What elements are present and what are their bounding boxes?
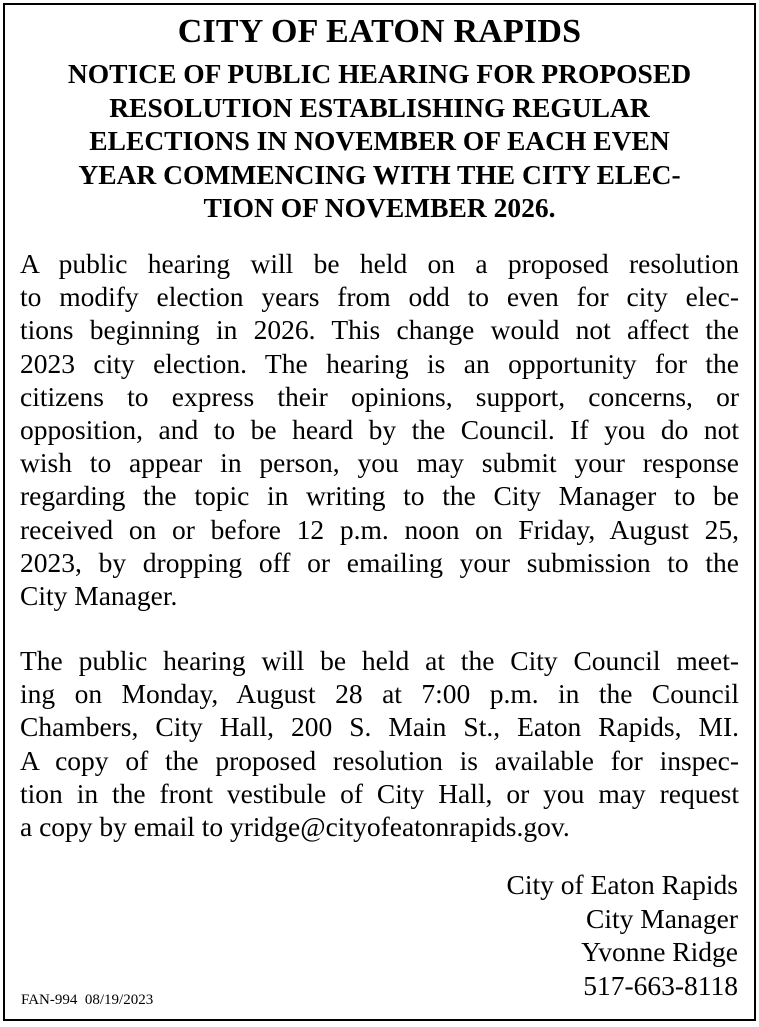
subtitle-line: ELECTIONS IN NOVEMBER OF EACH EVEN — [89, 125, 670, 156]
paragraph-line: 2023, by dropping off or emailing your submission to the — [20, 546, 739, 578]
paragraph-line: A copy of the proposed resolution is available for inspec- — [20, 744, 739, 776]
hearing-details-paragraph — [20, 644, 739, 843]
paragraph-line: The public hearing will be held at the City Council meet- — [20, 645, 739, 676]
signature-block — [507, 868, 738, 1002]
notice-subtitle — [23, 57, 736, 225]
paragraph-line: received on or before 12 p.m. noon on Friday, August 25, — [20, 513, 739, 545]
public-notice — [3, 3, 756, 1021]
paragraph-line: wish to appear in person, you may submit your response — [20, 447, 739, 479]
signature-role: City Manager — [586, 902, 738, 934]
paragraph-line: Chambers, City Hall, 200 S. Main St., Eaton Rapids, MI. — [20, 711, 739, 743]
signature-organization: City of Eaton Rapids — [506, 869, 738, 900]
publication-code: FAN-994 08/19/2023 — [21, 992, 154, 1008]
subtitle-line: YEAR COMMENCING WITH THE CITY ELEC- — [78, 158, 681, 190]
paragraph-line: tions beginning in 2026. This change would not affect the — [20, 314, 739, 346]
paragraph-line: regarding the topic in writing to the City Manager to be — [20, 480, 739, 512]
paragraph-line: tion in the front vestibule of City Hall, or you may request — [20, 777, 739, 809]
paragraph-line: 2023 city election. The hearing is an opportunity for the — [20, 347, 739, 379]
hearing-description-paragraph — [20, 247, 739, 612]
subtitle-line: NOTICE OF PUBLIC HEARING FOR PROPOSED — [67, 58, 692, 89]
subtitle-line: TION OF NOVEMBER 2026. — [203, 192, 556, 223]
paragraph-line: citizens to express their opinions, support, concerns, or — [20, 380, 739, 412]
paragraph-line: to modify election years from odd to even for city elec- — [20, 281, 739, 313]
paragraph-line: a copy by email to yridge@cityofeatonrapids.gov. — [20, 811, 570, 843]
paragraph-line: opposition, and to be heard by the Council. If you do not — [20, 414, 739, 446]
paragraph-line: A public hearing will be held on a proposed resolution — [20, 248, 739, 279]
paragraph-line: ing on Monday, August 28 at 7:00 p.m. in the Council — [20, 678, 739, 710]
signature-phone: 517-663-8118 — [583, 969, 738, 1001]
paragraph-line: City Manager. — [20, 580, 178, 612]
notice-title: CITY OF EATON RAPIDS — [177, 13, 582, 50]
subtitle-line: RESOLUTION ESTABLISHING REGULAR — [109, 91, 650, 123]
signature-name: Yvonne Ridge — [581, 936, 738, 967]
